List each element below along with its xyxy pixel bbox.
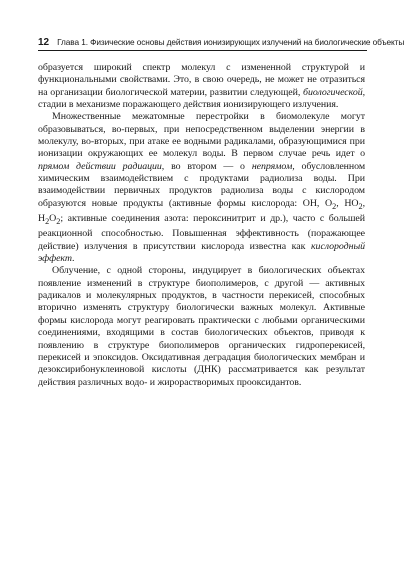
paragraph-1 xyxy=(38,62,365,111)
term-direct-action: прямом действии радиации, xyxy=(38,160,165,172)
subscript: 2 xyxy=(332,201,337,211)
page-number: 12 xyxy=(38,37,50,48)
term-oxygen-effect: кислородный эффект xyxy=(38,240,366,265)
paragraph-1-italic: биологической, xyxy=(303,86,366,98)
paragraph-2-text-g: ; активные соединения азота: пероксинитрит и др.), часто с большей реакционной способностью. Повышенная эффективность (поражающее действие) излучения в присутствии кислорода известна как xyxy=(38,213,365,252)
paragraph-2-text-e: , H xyxy=(38,197,365,225)
running-header xyxy=(38,36,404,51)
paragraph-2-text-b: во втором — о xyxy=(171,160,245,172)
paragraph-2-end: . xyxy=(71,253,75,265)
paragraph-3-text: Облучение, с одной стороны, индуцирует в биологических объектах появление изменений в структуре биополимеров, с другой — активных радикалов и молекулярных продуктов, в частности перекисей, способных вторично изменять структуру биологически важных молекул. Активные формы кислорода могут реагировать практически с любыми органическими соединениями, входящими в состав биологических объектов, приводя к появлению в структуре биополимеров органических гидроперекисей, перекисей и эпоксидов. Оксидативная деградация биологических мембран и дезоксирибонуклеиновой кислоты (ДНК) рассматривается как результат действия различных водо- и жирорастворимых прооксидантов. xyxy=(38,265,365,388)
paragraph-2-text-f: O xyxy=(49,213,57,225)
subscript: 2 xyxy=(56,217,61,227)
paragraph-2 xyxy=(38,111,365,265)
paragraph-1-text: образуется широкий спектр молекул с измененной структурой и функциональными свойствами. Это, в свою очередь, не может не отразиться на организации биологической материи, развитии следующей, xyxy=(38,62,365,98)
paragraph-2-text-c: обусловленном химическим взаимодействием с продуктами радиолиза воды. При взаимодействии первичных продуктов радиолиза воды с кислородом образуются новые продукты (активные формы кислорода: OH, O xyxy=(38,160,366,209)
paragraph-1-end: стадии в механизме поражающего действия ионизирующего излучения. xyxy=(38,99,339,111)
term-indirect: непрямом, xyxy=(251,160,295,172)
paragraph-2-text-a: Множественные межатомные перестройки в биомолекуле могут образовываться, во-первых, при непосредственном выделении энергии в молекулу, во-вторых, при атаке ее водными радикалами, образующимися при ионизации окружающих ее молекул воды. В первом случае речь идет о xyxy=(38,111,365,160)
subscript: 2 xyxy=(45,217,50,227)
chapter-title: Глава 1. Физические основы действия ионизирующих излучений на биологические объекты xyxy=(57,37,404,47)
paragraph-2-text-d: , HO xyxy=(336,197,359,209)
paragraph-3 xyxy=(38,265,365,388)
subscript: 2 xyxy=(358,201,363,211)
body-text xyxy=(38,62,365,389)
